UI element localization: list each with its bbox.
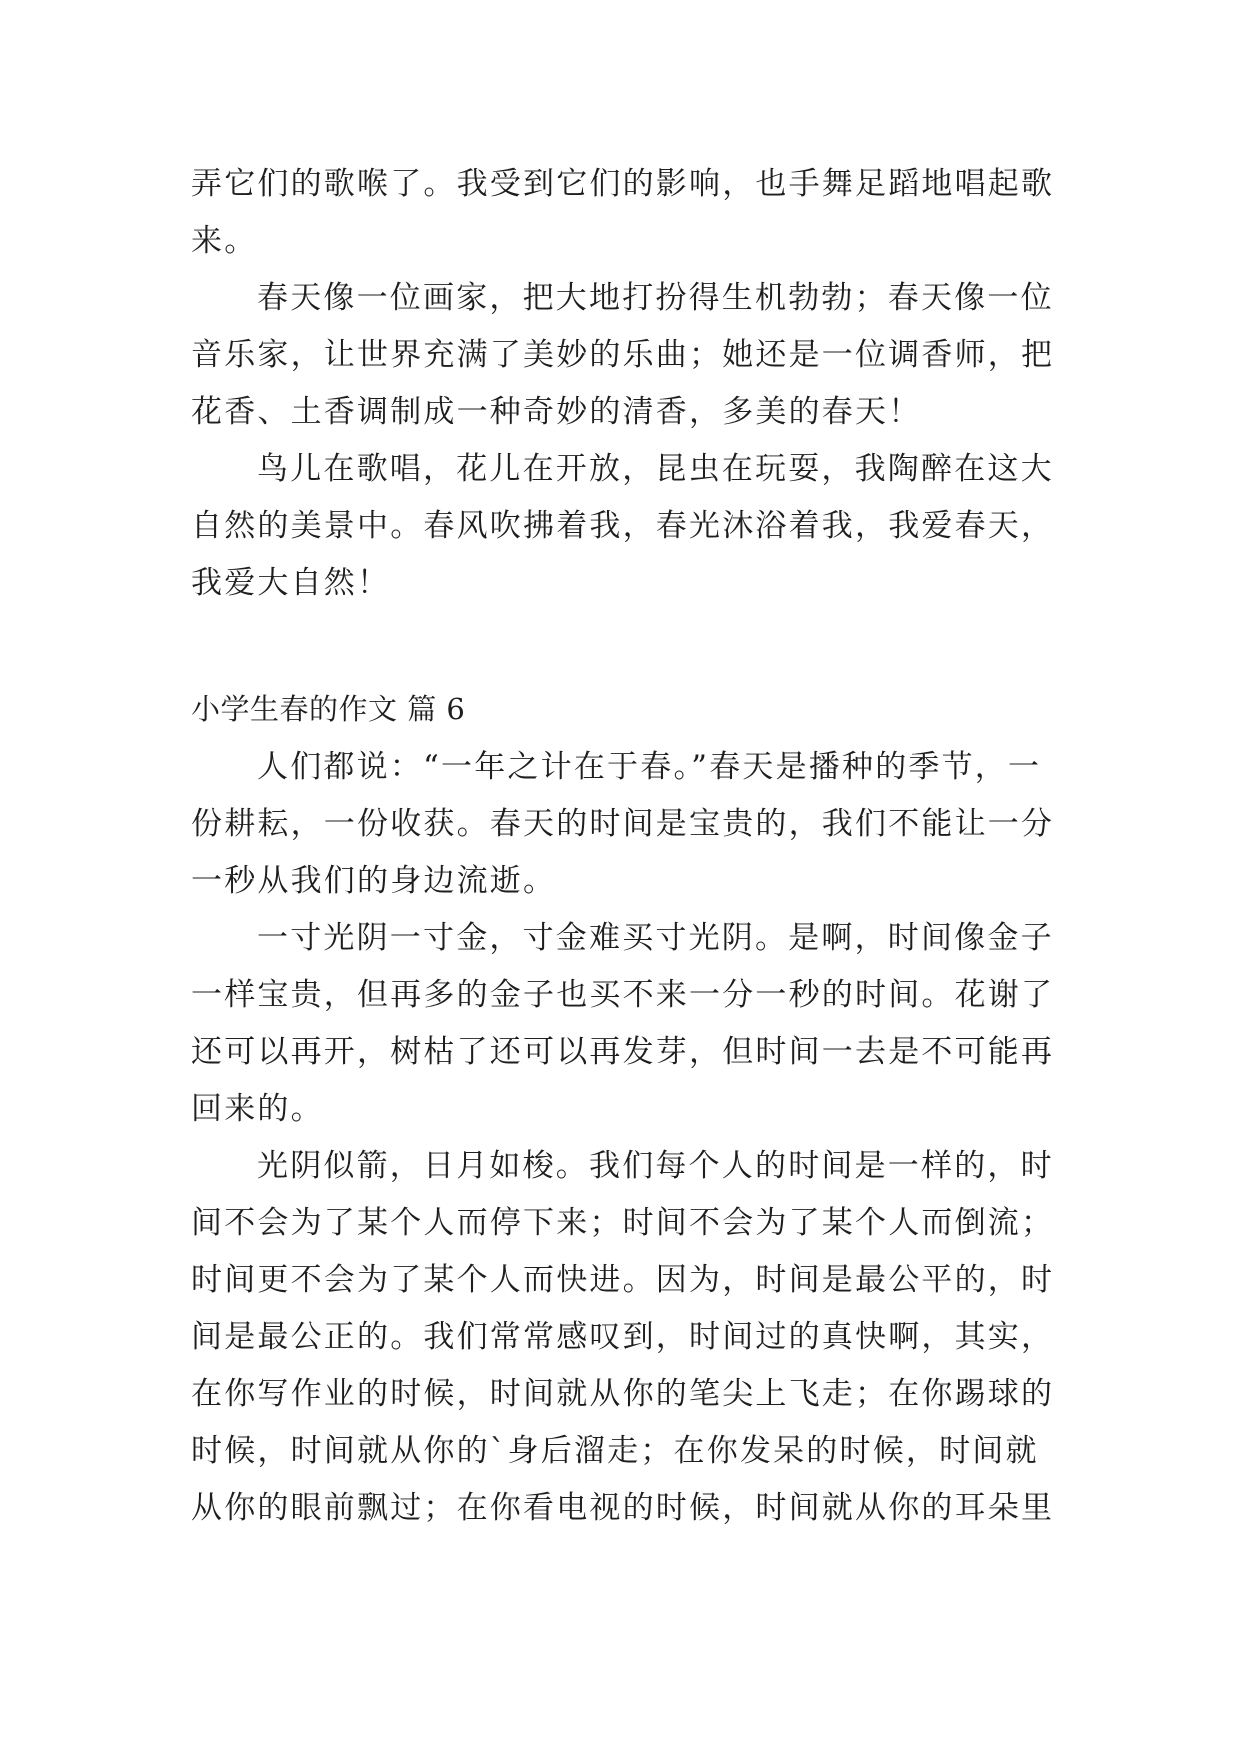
paragraph-line: 光阴似箭，日月如梭。我们每个人的时间是一样的，时: [257, 1148, 1054, 1184]
paragraph-line: 时候，时间就从你的`身后溜走；在你发呆的时候，时间就: [191, 1433, 1039, 1469]
paragraph-line: 一寸光阴一寸金，寸金难买寸光阴。是啊，时间像金子: [257, 920, 1054, 956]
paragraph-line: 一样宝贵，但再多的金子也买不来一分一秒的时间。花谢了: [191, 977, 1055, 1013]
paragraph-line: 人们都说：“一年之计在于春。”春天是播种的季节，一: [257, 749, 1042, 785]
paragraph-line: 从你的眼前飘过；在你看电视的时候，时间就从你的耳朵里: [191, 1490, 1055, 1526]
paragraph-line: 我爱大自然！: [191, 565, 391, 601]
paragraph-line: 一秒从我们的身边流逝。: [191, 863, 557, 899]
paragraph-line: 花香、土香调制成一种奇妙的清香，多美的春天！: [191, 394, 922, 430]
paragraph-line: 弄它们的歌喉了。我受到它们的影响，也手舞足蹈地唱起歌: [191, 166, 1055, 202]
paragraph-line: 时间更不会为了某个人而快进。因为，时间是最公平的，时: [191, 1262, 1055, 1298]
paragraph-line: 音乐家，让世界充满了美妙的乐曲；她还是一位调香师，把: [191, 337, 1055, 373]
paragraph-line: 春天像一位画家，把大地打扮得生机勃勃；春天像一位: [257, 280, 1054, 316]
paragraph-line: 在你写作业的时候，时间就从你的笔尖上飞走；在你踢球的: [191, 1376, 1055, 1412]
paragraph-line: 间是最公正的。我们常常感叹到，时间过的真快啊，其实，: [191, 1319, 1055, 1355]
section-heading: 小学生春的作文 篇 6: [191, 692, 466, 726]
paragraph-line: 来。: [191, 223, 258, 259]
paragraph-line: 份耕耘，一份收获。春天的时间是宝贵的，我们不能让一分: [191, 806, 1055, 842]
paragraph-line: 回来的。: [191, 1091, 324, 1127]
paragraph-line: 自然的美景中。春风吹拂着我，春光沐浴着我，我爱春天，: [191, 508, 1055, 544]
paragraph-line: 间不会为了某个人而停下来；时间不会为了某个人而倒流；: [191, 1205, 1055, 1241]
paragraph-line: 还可以再开，树枯了还可以再发芽，但时间一去是不可能再: [191, 1034, 1055, 1070]
paragraph-line: 鸟儿在歌唱，花儿在开放，昆虫在玩耍，我陶醉在这大: [257, 451, 1054, 487]
